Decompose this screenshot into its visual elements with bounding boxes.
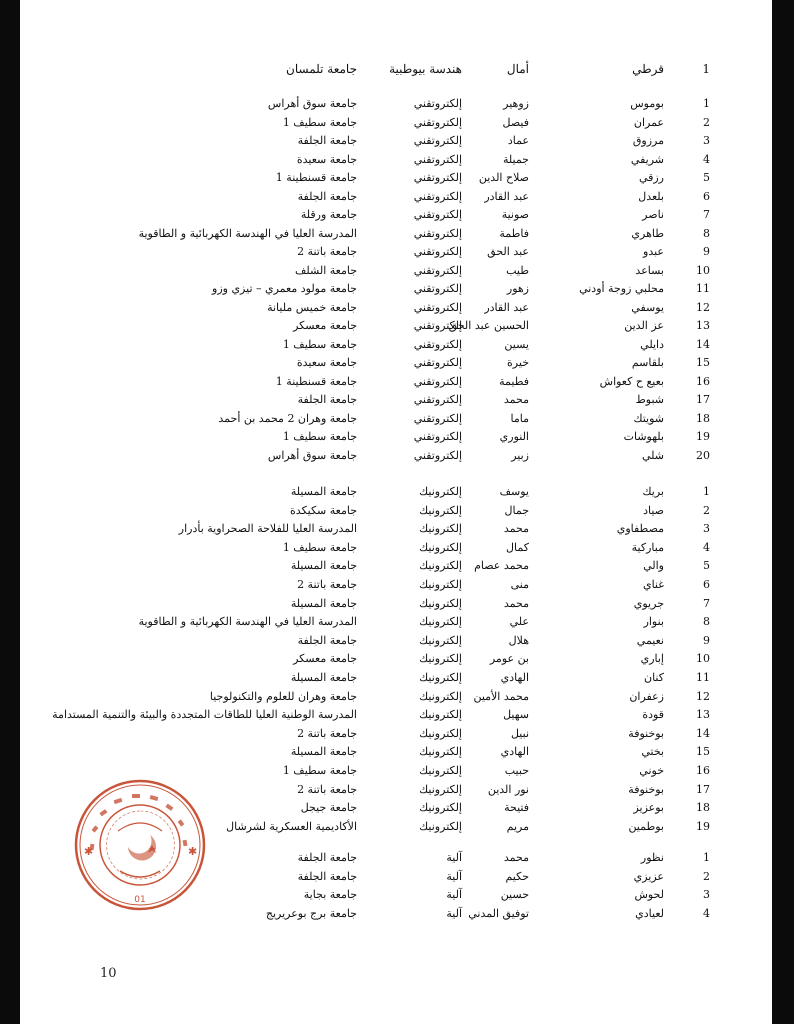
institution: جامعة وهران للعلوم والتكنولوجيا bbox=[209, 690, 357, 703]
table-row bbox=[20, 243, 772, 261]
institution: جامعة الجلفة bbox=[297, 190, 357, 203]
last-name: نظور bbox=[640, 851, 664, 864]
specialty: إلكتروتقني bbox=[413, 245, 462, 258]
first-name: محمد bbox=[503, 393, 529, 406]
row-number: 9 bbox=[703, 245, 710, 258]
specialty: إلكترونيك bbox=[419, 504, 462, 517]
specialty: إلكترونيك bbox=[419, 634, 462, 647]
row-number: 9 bbox=[703, 634, 710, 647]
table-row bbox=[20, 595, 772, 613]
institution: جامعة برج بوعريريج bbox=[265, 907, 357, 920]
last-name: يوسفي bbox=[631, 301, 664, 314]
row-number: 2 bbox=[703, 870, 710, 883]
last-name: بلعدل bbox=[638, 190, 664, 203]
last-name: بلقاسم bbox=[631, 356, 664, 369]
institution: جامعة المسيلة bbox=[290, 745, 357, 758]
specialty: إلكتروتقني bbox=[413, 134, 462, 147]
last-name: شبوط bbox=[635, 393, 664, 406]
table-row bbox=[20, 391, 772, 409]
first-name: خيرة bbox=[507, 356, 529, 369]
specialty: إلكترونيك bbox=[419, 727, 462, 740]
last-name: عزيزي bbox=[633, 870, 664, 883]
last-name: بساعد bbox=[635, 264, 664, 277]
institution: جامعة الجلفة bbox=[297, 851, 357, 864]
last-name: لحوش bbox=[634, 888, 664, 901]
specialty: إلكترونيك bbox=[419, 745, 462, 758]
first-name: عبد الحق bbox=[487, 245, 529, 258]
row-number: 12 bbox=[696, 301, 710, 314]
row-number: 3 bbox=[703, 522, 710, 535]
last-name: بوعزيز bbox=[633, 801, 664, 814]
institution: جامعة المسيلة bbox=[290, 485, 357, 498]
last-name: دايلي bbox=[640, 338, 664, 351]
first-name: محمد bbox=[503, 522, 529, 535]
row-number: 14 bbox=[696, 727, 710, 740]
specialty: إلكتروتقني bbox=[413, 171, 462, 184]
last-name: بنوار bbox=[643, 615, 664, 628]
row-number: 11 bbox=[696, 282, 710, 295]
last-name: غناي bbox=[642, 578, 664, 591]
first-name: يسين bbox=[504, 338, 529, 351]
first-name: توفيق المدني bbox=[468, 907, 529, 920]
last-name: شويتك bbox=[633, 412, 664, 425]
table-row bbox=[20, 428, 772, 446]
seal-number: 01 bbox=[134, 895, 146, 905]
institution: جامعة سطيف 1 bbox=[282, 764, 357, 777]
specialty: إلكتروتقني bbox=[413, 412, 462, 425]
row-number: 6 bbox=[703, 578, 710, 591]
institution: جامعة ورقلة bbox=[300, 208, 357, 221]
table-row bbox=[20, 613, 772, 631]
first-name: جمال bbox=[504, 504, 529, 517]
last-name: بوخنوفة bbox=[628, 727, 664, 740]
last-name: كنان bbox=[644, 671, 664, 684]
specialty: إلكترونيك bbox=[419, 820, 462, 833]
first-name: زهور bbox=[506, 282, 529, 295]
institution: جامعة باتنة 2 bbox=[297, 783, 357, 796]
table-row bbox=[20, 114, 772, 132]
table-row bbox=[20, 299, 772, 317]
institution: جامعة الشلف bbox=[295, 264, 357, 277]
row-number: 13 bbox=[696, 319, 710, 332]
institution: جامعة مولود معمري – تيزي وزو bbox=[212, 282, 357, 295]
table-row bbox=[20, 354, 772, 372]
specialty: إلكترونيك bbox=[419, 578, 462, 591]
institution: جامعة المسيلة bbox=[290, 559, 357, 572]
last-name: شلي bbox=[641, 449, 664, 462]
table-row bbox=[20, 447, 772, 465]
institution: جامعة تلمسان bbox=[286, 62, 357, 76]
last-name: محلبي زوجة أودني bbox=[579, 282, 664, 295]
specialty: إلكتروتقني bbox=[413, 393, 462, 406]
last-name: عبدو bbox=[643, 245, 664, 258]
first-name: محمد عصام bbox=[474, 559, 529, 572]
table-row bbox=[20, 225, 772, 243]
institution: جامعة الجلفة bbox=[297, 870, 357, 883]
row-number: 2 bbox=[703, 504, 710, 517]
row-number: 8 bbox=[703, 227, 710, 240]
last-name: بوموس bbox=[630, 97, 664, 110]
institution: جامعة باتنة 2 bbox=[297, 245, 357, 258]
row-number: 6 bbox=[703, 190, 710, 203]
table-row bbox=[20, 632, 772, 650]
row-number: 10 bbox=[696, 652, 710, 665]
first-name: الهادي bbox=[500, 671, 529, 684]
last-name: شريفي bbox=[630, 153, 664, 166]
institution: جامعة قسنطينة 1 bbox=[275, 171, 357, 184]
institution: المدرسة الوطنية العليا للطاقات المتجددة والبيئة والتنمية المستدامة bbox=[52, 708, 357, 721]
header-row bbox=[20, 60, 772, 78]
row-number: 17 bbox=[696, 393, 710, 406]
institution: جامعة معسكر bbox=[293, 652, 357, 665]
specialty: إلكترونيك bbox=[419, 708, 462, 721]
institution: جامعة سكيكدة bbox=[290, 504, 357, 517]
table-row bbox=[20, 576, 772, 594]
first-name: النوري bbox=[499, 430, 529, 443]
first-name: طيب bbox=[506, 264, 529, 277]
institution: جامعة الجلفة bbox=[297, 134, 357, 147]
specialty: إلكتروتقني bbox=[413, 375, 462, 388]
table-row bbox=[20, 206, 772, 224]
last-name: إباري bbox=[640, 652, 664, 665]
first-name: نور الدين bbox=[487, 783, 529, 796]
row-number: 19 bbox=[696, 820, 710, 833]
row-number: 1 bbox=[703, 851, 710, 864]
specialty: إلكتروتقني bbox=[413, 338, 462, 351]
row-number: 4 bbox=[703, 153, 710, 166]
institution: جامعة سطيف 1 bbox=[282, 338, 357, 351]
first-name: ماما bbox=[510, 412, 529, 425]
row-number: 16 bbox=[696, 375, 710, 388]
last-name: بعيع ح كعواش bbox=[599, 375, 664, 388]
row-number: 3 bbox=[703, 888, 710, 901]
row-number: 13 bbox=[696, 708, 710, 721]
table-row bbox=[20, 688, 772, 706]
last-name: رزقي bbox=[638, 171, 664, 184]
last-name: قرطي bbox=[632, 62, 664, 76]
specialty: إلكترونيك bbox=[419, 690, 462, 703]
table-row bbox=[20, 502, 772, 520]
row-number: 18 bbox=[696, 412, 710, 425]
last-name: عمران bbox=[633, 116, 664, 129]
row-number: 19 bbox=[696, 430, 710, 443]
first-name: حسين bbox=[500, 888, 529, 901]
institution: جامعة قسنطينة 1 bbox=[275, 375, 357, 388]
specialty: آلية bbox=[446, 851, 462, 864]
table-row bbox=[20, 706, 772, 724]
row-number: 17 bbox=[696, 783, 710, 796]
table-row bbox=[20, 483, 772, 501]
first-name: فيصل bbox=[502, 116, 529, 129]
row-number: 2 bbox=[703, 116, 710, 129]
specialty: إلكترونيك bbox=[419, 671, 462, 684]
specialty: إلكتروتقني bbox=[413, 153, 462, 166]
table-row bbox=[20, 410, 772, 428]
table-row bbox=[20, 650, 772, 668]
institution: المدرسة العليا في الهندسة الكهربائية و الطاقوية bbox=[138, 227, 357, 240]
first-name: فتيحة bbox=[504, 801, 529, 814]
last-name: مباركية bbox=[631, 541, 664, 554]
row-number: 5 bbox=[703, 171, 710, 184]
specialty: إلكترونيك bbox=[419, 541, 462, 554]
specialty: إلكتروتقني bbox=[413, 282, 462, 295]
last-name: مصطفاوي bbox=[616, 522, 664, 535]
first-name: صلاح الدين bbox=[478, 171, 529, 184]
first-name: علي bbox=[509, 615, 529, 628]
first-name: فطيمة bbox=[499, 375, 529, 388]
institution: جامعة سوق أهراس bbox=[267, 97, 357, 110]
institution: جامعة الجلفة bbox=[297, 634, 357, 647]
table-row bbox=[20, 743, 772, 761]
last-name: زعفران bbox=[629, 690, 664, 703]
first-name: عماد bbox=[507, 134, 529, 147]
table-row bbox=[20, 95, 772, 113]
last-name: جريوي bbox=[633, 597, 664, 610]
first-name: جميلة bbox=[502, 153, 529, 166]
table-row bbox=[20, 280, 772, 298]
table-row bbox=[20, 317, 772, 335]
row-number: 7 bbox=[703, 208, 710, 221]
first-name: الهادي bbox=[500, 745, 529, 758]
specialty: إلكترونيك bbox=[419, 783, 462, 796]
table-row bbox=[20, 336, 772, 354]
first-name: محمد bbox=[503, 597, 529, 610]
specialty: آلية bbox=[446, 870, 462, 883]
specialty: إلكتروتقني bbox=[413, 208, 462, 221]
institution: جامعة جيجل bbox=[300, 801, 357, 814]
specialty: هندسة بيوطبية bbox=[389, 62, 462, 76]
last-name: بريك bbox=[642, 485, 664, 498]
table-row bbox=[20, 373, 772, 391]
first-name: بن عومر bbox=[489, 652, 529, 665]
first-name: زوهير bbox=[503, 97, 529, 110]
specialty: إلكتروتقني bbox=[413, 116, 462, 129]
table-row bbox=[20, 132, 772, 150]
institution: المدرسة العليا للفلاحة الصحراوية بأدرار bbox=[178, 522, 357, 535]
specialty: إلكتروتقني bbox=[413, 449, 462, 462]
last-name: صياد bbox=[643, 504, 664, 517]
last-name: ناصر bbox=[642, 208, 664, 221]
last-name: بلهوشات bbox=[623, 430, 664, 443]
institution: جامعة سعيدة bbox=[296, 356, 357, 369]
row-number: 4 bbox=[703, 541, 710, 554]
last-name: قودة bbox=[642, 708, 664, 721]
institution: جامعة سطيف 1 bbox=[282, 541, 357, 554]
row-number: 11 bbox=[696, 671, 710, 684]
ministry-seal-stamp bbox=[70, 775, 210, 915]
row-number: 8 bbox=[703, 615, 710, 628]
institution: جامعة المسيلة bbox=[290, 597, 357, 610]
institution: جامعة باتنة 2 bbox=[297, 578, 357, 591]
specialty: آلية bbox=[446, 888, 462, 901]
first-name: عبد القادر bbox=[484, 190, 529, 203]
specialty: إلكترونيك bbox=[419, 764, 462, 777]
last-name: نعيمي bbox=[636, 634, 664, 647]
row-number: 1 bbox=[702, 62, 710, 76]
first-name: حبيب bbox=[504, 764, 529, 777]
row-number: 1 bbox=[703, 485, 710, 498]
last-name: خوني bbox=[639, 764, 664, 777]
specialty: إلكتروتقني bbox=[413, 97, 462, 110]
table-row bbox=[20, 520, 772, 538]
table-row bbox=[20, 539, 772, 557]
table-row bbox=[20, 557, 772, 575]
row-number: 20 bbox=[696, 449, 710, 462]
last-name: لعيادي bbox=[635, 907, 664, 920]
specialty: إلكتروتقني bbox=[413, 227, 462, 240]
page-number: 10 bbox=[100, 966, 117, 981]
specialty: إلكترونيك bbox=[419, 559, 462, 572]
first-name: منى bbox=[510, 578, 529, 591]
row-number: 5 bbox=[703, 559, 710, 572]
institution: جامعة سطيف 1 bbox=[282, 116, 357, 129]
institution: جامعة سطيف 1 bbox=[282, 430, 357, 443]
specialty: إلكترونيك bbox=[419, 615, 462, 628]
institution: المدرسة العليا في الهندسة الكهربائية و الطاقوية bbox=[138, 615, 357, 628]
institution: جامعة وهران 2 محمد بن أحمد bbox=[218, 412, 357, 425]
row-number: 3 bbox=[703, 134, 710, 147]
row-number: 15 bbox=[696, 745, 710, 758]
first-name: كمال bbox=[506, 541, 529, 554]
first-name: زبير bbox=[511, 449, 529, 462]
table-row bbox=[20, 725, 772, 743]
row-number: 12 bbox=[696, 690, 710, 703]
first-name: فاطمة bbox=[499, 227, 529, 240]
specialty: آلية bbox=[446, 907, 462, 920]
first-name: محمد الأمين bbox=[473, 690, 529, 703]
specialty: إلكتروتقني bbox=[413, 319, 462, 332]
table-row bbox=[20, 151, 772, 169]
specialty: إلكتروتقني bbox=[413, 264, 462, 277]
institution: الأكاديمية العسكرية لشرشال bbox=[226, 820, 357, 833]
institution: جامعة الجلفة bbox=[297, 393, 357, 406]
specialty: إلكترونيك bbox=[419, 597, 462, 610]
specialty: إلكترونيك bbox=[419, 801, 462, 814]
specialty: إلكتروتقني bbox=[413, 301, 462, 314]
institution: جامعة المسيلة bbox=[290, 671, 357, 684]
row-number: 18 bbox=[696, 801, 710, 814]
last-name: بختي bbox=[641, 745, 664, 758]
row-number: 10 bbox=[696, 264, 710, 277]
first-name: محمد bbox=[503, 851, 529, 864]
first-name: سهيل bbox=[503, 708, 529, 721]
first-name: مريم bbox=[506, 820, 529, 833]
specialty: إلكترونيك bbox=[419, 522, 462, 535]
first-name: نبيل bbox=[510, 727, 529, 740]
specialty: إلكترونيك bbox=[419, 485, 462, 498]
row-number: 1 bbox=[703, 97, 710, 110]
specialty: إلكتروتقني bbox=[413, 356, 462, 369]
table-row bbox=[20, 169, 772, 187]
institution: جامعة بجاية bbox=[303, 888, 357, 901]
institution: جامعة باتنة 2 bbox=[297, 727, 357, 740]
row-number: 14 bbox=[696, 338, 710, 351]
last-name: بوخنوفة bbox=[628, 783, 664, 796]
first-name: الحسين عبد الحق bbox=[448, 319, 529, 332]
specialty: إلكتروتقني bbox=[413, 430, 462, 443]
row-number: 16 bbox=[696, 764, 710, 777]
last-name: بوطمين bbox=[628, 820, 664, 833]
institution: جامعة معسكر bbox=[293, 319, 357, 332]
institution: جامعة خميس مليانة bbox=[267, 301, 357, 314]
document-page bbox=[20, 0, 772, 1024]
specialty: إلكتروتقني bbox=[413, 190, 462, 203]
svg-text:✱: ✱ bbox=[84, 845, 94, 858]
table-row bbox=[20, 188, 772, 206]
first-name: صونية bbox=[501, 208, 529, 221]
first-name: عبد القادر bbox=[484, 301, 529, 314]
first-name: هلال bbox=[508, 634, 529, 647]
row-number: 15 bbox=[696, 356, 710, 369]
first-name: يوسف bbox=[499, 485, 529, 498]
table-row bbox=[20, 669, 772, 687]
table-row bbox=[20, 262, 772, 280]
last-name: عز الدين bbox=[624, 319, 664, 332]
svg-text:✱: ✱ bbox=[188, 845, 198, 858]
row-number: 4 bbox=[703, 907, 710, 920]
first-name: حكيم bbox=[505, 870, 529, 883]
last-name: والي bbox=[643, 559, 664, 572]
institution: جامعة سعيدة bbox=[296, 153, 357, 166]
row-number: 7 bbox=[703, 597, 710, 610]
specialty: إلكترونيك bbox=[419, 652, 462, 665]
last-name: مرزوق bbox=[632, 134, 664, 147]
last-name: طاهري bbox=[631, 227, 664, 240]
first-name: أمال bbox=[506, 62, 529, 76]
institution: جامعة سوق أهراس bbox=[267, 449, 357, 462]
